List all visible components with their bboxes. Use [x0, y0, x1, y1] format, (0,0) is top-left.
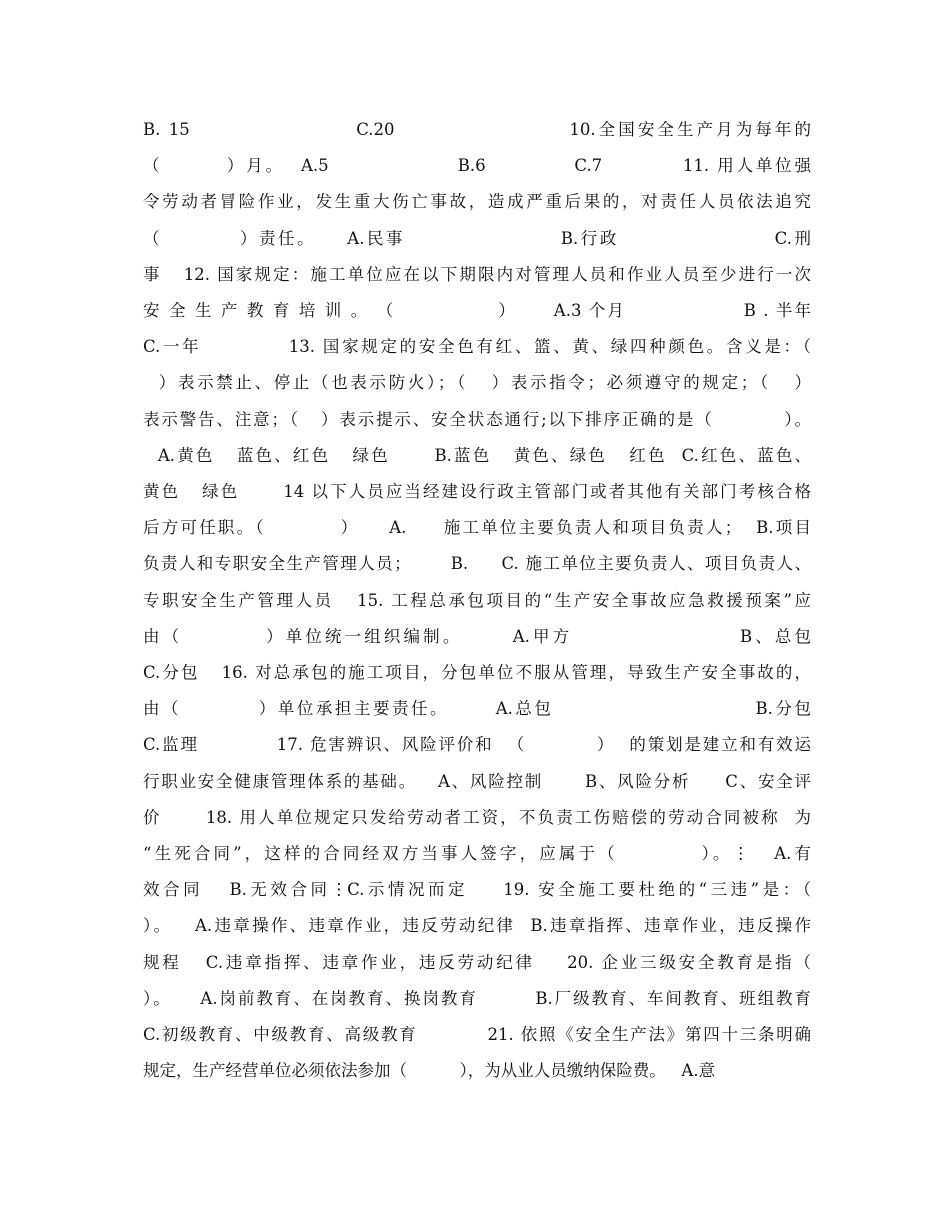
text-line: 规定，生产经营单位必须依法参加（ ），为从业人员缴纳保险费。 A.意 [143, 1061, 716, 1081]
text-line: 负责人和专职安全生产管理人员； B. C. 施工单位主要负责人、项目负责人、 [143, 554, 811, 574]
text-line: ）。 A.违章操作、违章作业，违反劳动纪律 B.违章指挥、违章作业，违反操作 [143, 916, 811, 936]
text-line: B. 15 C.20 10.全国安全生产月为每年的 [143, 120, 811, 139]
text-line: 安 全 生 产 教 育 培 训 。 （ ） A.3 个月 B . 半年 [143, 301, 811, 320]
text-line: ）。 A.岗前教育、在岗教育、换岗教育 B.厂级教育、车间教育、班组教育 [143, 988, 811, 1008]
text-line: ）表示禁止、停止（也表示防火）；（ ）表示指令；必须遵守的规定；（ ） [143, 373, 811, 393]
text-line: 事 12. 国家规定：施工单位应在以下期限内对管理人员和作业人员至少进行一次 [143, 264, 811, 284]
text-line: “生死合同”，这样的合同经双方当事人签字，应属于（ ）。⋮ A.有 [143, 844, 811, 863]
text-line: 专职安全生产管理人员 15. 工程总承包项目的“生产安全事故应急救援预案”应 [143, 590, 811, 610]
text-line: 由（ ）单位统一组织编制。 A.甲方 B、总包 [143, 626, 811, 646]
text-line: 价 18. 用人单位规定只发给劳动者工资，不负责工伤赔偿的劳动合同被称 为 [143, 807, 811, 827]
text-line: 效合同 B.无效合同⋮C.示情况而定 19. 安全施工要杜绝的“三违”是：（ [143, 880, 811, 900]
text-line: 令劳动者冒险作业，发生重大伤亡事故，造成严重后果的，对责任人员依法追究 [143, 192, 811, 212]
text-line: 黄色 绿色 14 以下人员应当经建设行政主管部门或者其他有关部门考核合格 [143, 482, 811, 501]
text-line: （ ）月。 A.5 B.6 C.7 11. 用人单位强 [143, 156, 811, 176]
text-line: C.分包 16. 对总承包的施工项目，分包单位不服从管理，导致生产安全事故的， [143, 663, 811, 682]
text-line: A.黄色 蓝色、红色 绿色 B.蓝色 黄色、绿色 红色 C.红色、蓝色、 [143, 445, 811, 465]
text-line: C.初级教育、中级教育、高级教育 21. 依照《安全生产法》第四十三条明确 [143, 1025, 811, 1044]
text-line: C.一年 13. 国家规定的安全色有红、篮、黄、绿四种颜色。含义是：（ [143, 337, 811, 357]
text-line: 由（ ）单位承担主要责任。 A.总包 B.分包 [143, 699, 811, 719]
text-line: C.监理 17. 危害辨识、风险评价和 （ ） 的策划是建立和有效运 [143, 735, 811, 755]
text-line: 行职业安全健康管理体系的基础。 A、风险控制 B、风险分析 C、安全评 [143, 771, 811, 791]
text-line: 表示警告、注意；（ ）表示提示、安全状态通行;以下排序正确的是（ ）。 [143, 409, 811, 429]
text-line: 后方可任职。（ ） A. 施工单位主要负责人和项目负责人； B.项目 [143, 518, 811, 538]
text-line: 规程 C.违章指挥、违章作业，违反劳动纪律 20. 企业三级安全教育是指（ [143, 952, 811, 972]
text-line: （ ）责任。 A.民事 B.行政 C.刑 [143, 228, 811, 248]
